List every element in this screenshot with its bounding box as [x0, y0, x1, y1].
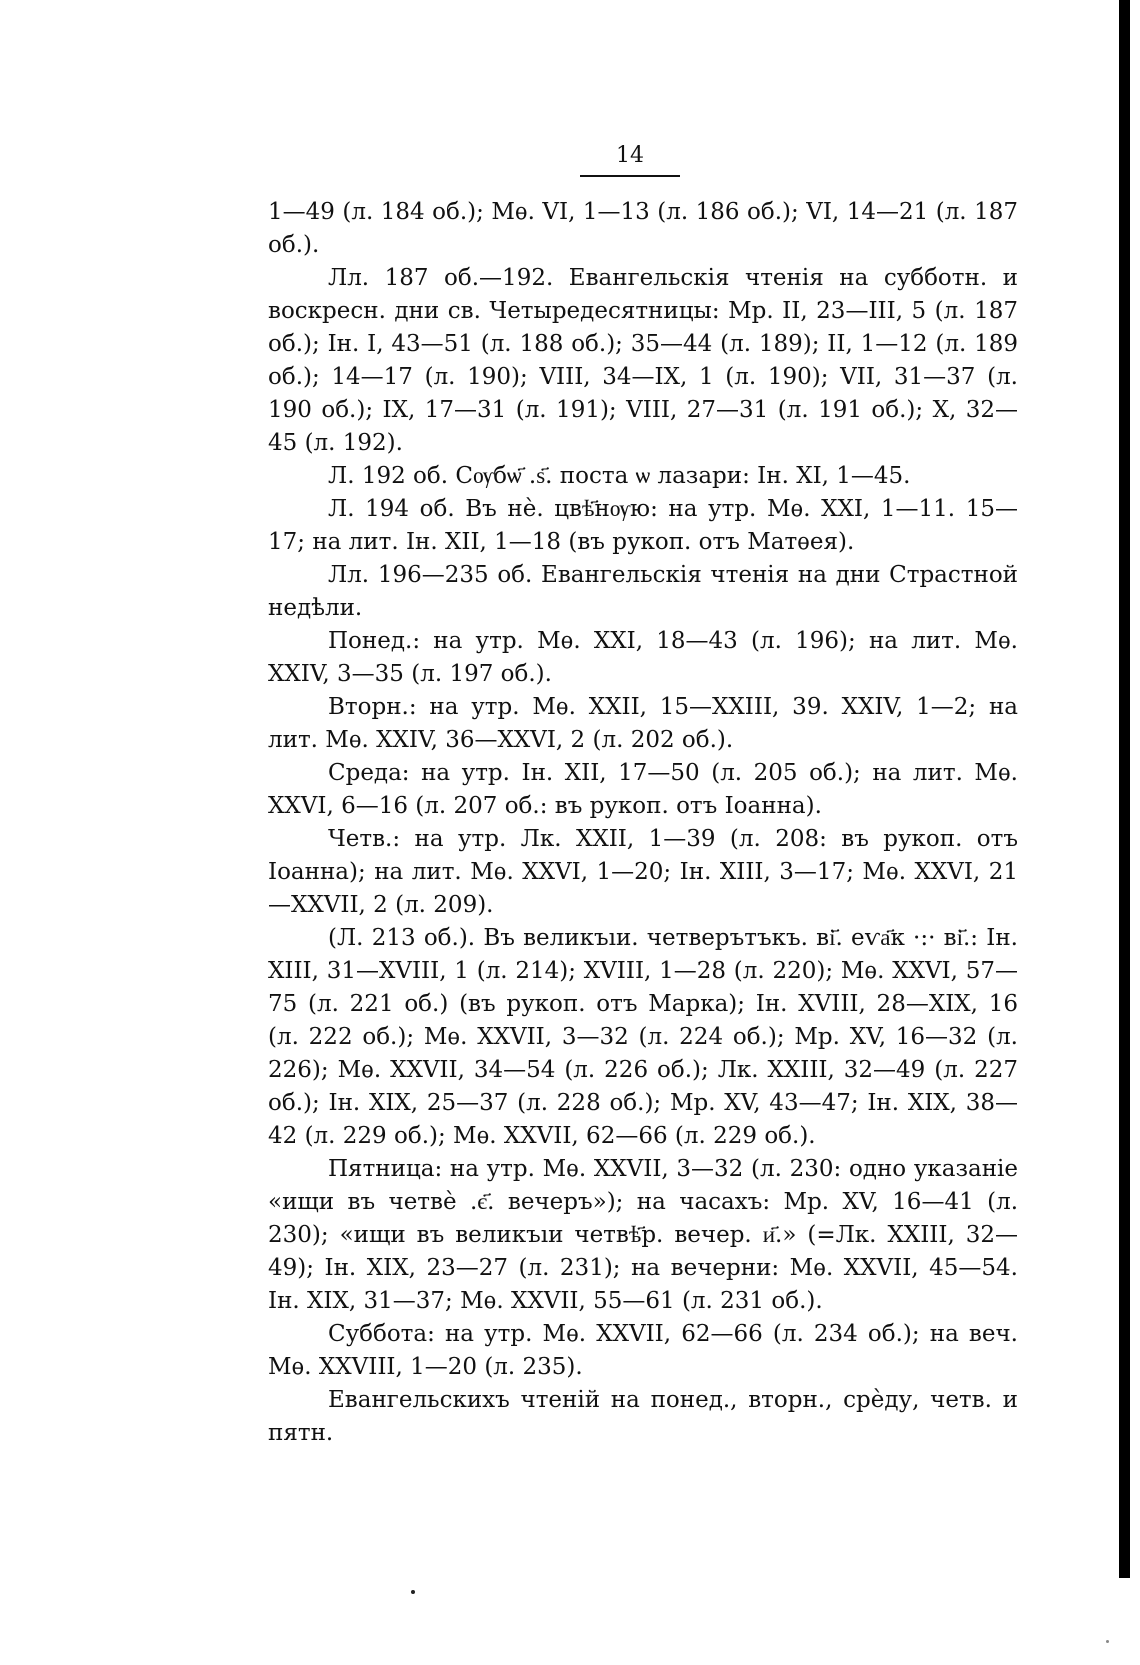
paragraph: Евангельскихъ чтеній на понед., вторн., срѐду, четв. и пятн. — [268, 1387, 1018, 1446]
paragraph: Понед.: на утр. Мѳ. XXI, 18—43 (л. 196); на лит. Мѳ. XXIV, 3—35 (л. 197 об.). — [268, 628, 1018, 687]
text-block — [268, 196, 1018, 1450]
page-number-rule — [580, 175, 680, 177]
scan-edge-bar — [1119, 0, 1130, 1578]
paragraph: Л. 194 об. Въ нѐ. цвѣ҃нѹю: на утр. Мѳ. XXI, 1—11. 15—17; на лит. Ін. XII, 1—18 (въ рукоп. отъ Матѳея). — [268, 496, 1018, 555]
paragraph: (Л. 213 об.). Въ великъıи. четверътъкъ. ві҃. еѵа҃к ·:· ві҃.: Ін. XIII, 31—XVIII, 1 (л. 214); XVIII, 1—28 (л. 220); Мѳ. XXVI, 57—75 (л. 221 об.) (въ рукоп. отъ Марка); Ін. XVIII, 28—XIX, 16 (л. 222 об.); Мѳ. XXVII, 3—32 (л. 224 об.); Мр. XV, 16—32 (л. 226); Мѳ. XXVII, 34—54 (л. 226 об.); Лк. XXIII, 32—49 (л. 227 об.); Ін. XIX, 25—37 (л. 228 об.); Мр. XV, 43—47; Ін. XIX, 38—42 (л. 229 об.); Мѳ. XXVII, 62—66 (л. 229 об.). — [268, 925, 1018, 1149]
paragraph: Среда: на утр. Ін. XII, 17—50 (л. 205 об.); на лит. Мѳ. XXVI, 6—16 (л. 207 об.: въ рукоп. отъ Іоанна). — [268, 760, 1018, 819]
paragraph: Суббота: на утр. Мѳ. XXVII, 62—66 (л. 234 об.); на веч. Мѳ. XXVIII, 1—20 (л. 235). — [268, 1321, 1018, 1380]
paragraph: Л. 192 об. Сѹбѡ҃ .ѕ҃. поста ѡ лазари: Ін. XI, 1—45. — [328, 463, 911, 489]
paragraph: Четв.: на утр. Лк. XXII, 1—39 (л. 208: въ рукоп. отъ Іоанна); на лит. Мѳ. XXVI, 1—20; Ін. XIII, 3—17; Мѳ. XXVI, 21—XXVII, 2 (л. 209). — [268, 826, 1018, 918]
page-number: 14 — [616, 143, 644, 168]
scan-speck — [411, 1590, 415, 1594]
paragraph: Лл. 187 об.—192. Евангельскія чтенія на субботн. и воскресн. дни св. Четыредесятницы: Мр. II, 23—III, 5 (л. 187 об.); Ін. I, 43—51 (л. 188 об.); 35—44 (л. 189); II, 1—12 (л. 189 об.); 14—17 (л. 190); VIII, 34—IX, 1 (л. 190); VII, 31—37 (л. 190 об.); IX, 17—31 (л. 191); VIII, 27—31 (л. 191 об.); X, 32—45 (л. 192). — [268, 265, 1018, 456]
paragraph: Вторн.: на утр. Мѳ. XXII, 15—XXIII, 39. XXIV, 1—2; на лит. Мѳ. XXIV, 36—XXVI, 2 (л. 202 об.). — [268, 694, 1018, 753]
paragraph: 1—49 (л. 184 об.); Мѳ. VI, 1—13 (л. 186 об.); VI, 14—21 (л. 187 об.). — [268, 199, 1018, 258]
scan-speck — [1106, 1640, 1109, 1643]
paragraph: Пятница: на утр. Мѳ. XXVII, 3—32 (л. 230: одно указаніе «ищи въ четвѐ .є҃. вечеръ»); на часахъ: Мр. XV, 16—41 (л. 230); «ищи въ великъıи четвѣ҃р. вечер. и҃.» (=Лк. XXIII, 32—49); Ін. XIX, 23—27 (л. 231); на вечерни: Мѳ. XXVII, 45—54. Ін. XIX, 31—37; Мѳ. XXVII, 55—61 (л. 231 об.). — [268, 1156, 1018, 1314]
paragraph: Лл. 196—235 об. Евангельскія чтенія на дни Страстной недѣли. — [268, 562, 1018, 621]
